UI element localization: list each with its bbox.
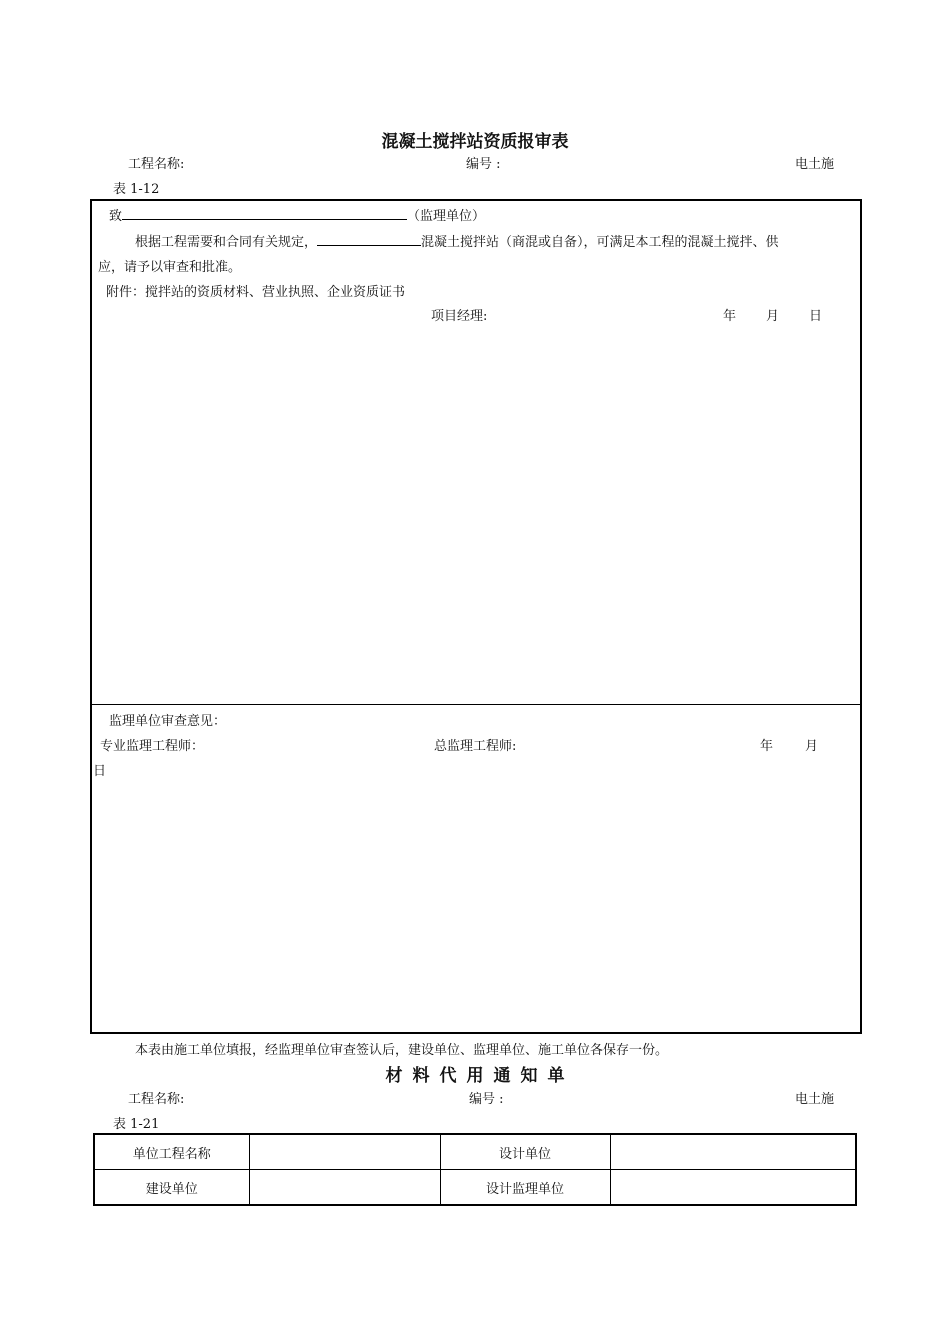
table-cell-label: 单位工程名称 (94, 1134, 249, 1170)
form2-table-no: 表 1-21 (113, 1117, 160, 1132)
material-substitution-table (93, 1133, 857, 1206)
table-cell-value[interactable] (610, 1134, 856, 1170)
form1-footnote: 本表由施工单位填报，经监理单位审查签认后，建设单位、监理单位、施工单位各保存一份。 (135, 1043, 669, 1058)
station-name-blank[interactable] (317, 233, 421, 246)
body-line-1 (135, 231, 779, 250)
date-month: 月 (766, 309, 780, 324)
supervisor-unit-blank[interactable] (122, 207, 407, 220)
form1-project-name-label: 工程名称: (128, 157, 185, 172)
to-prefix: 致 (109, 209, 123, 224)
form1-title: 混凝土搅拌站资质报审表 (381, 132, 569, 152)
table-row (94, 1134, 856, 1170)
review-date-year: 年 (760, 739, 774, 754)
review-date-month: 月 (805, 739, 819, 754)
addressee-line (109, 205, 485, 224)
chief-engineer-label: 总监理工程师: (434, 739, 517, 754)
form2-title: 材料代用通知单 (385, 1066, 575, 1086)
pm-label: 项目经理: (431, 309, 488, 324)
table-cell-label: 设计监理单位 (440, 1170, 610, 1206)
form2-project-name-label: 工程名称: (128, 1092, 185, 1107)
to-suffix: （监理单位） (407, 209, 486, 224)
review-date-day: 日 (93, 764, 107, 779)
section-divider (92, 704, 860, 705)
table-cell-label: 建设单位 (94, 1170, 249, 1206)
review-label: 监理单位审查意见： (109, 714, 227, 729)
form1-number-label: 编号 : (466, 157, 501, 172)
body-part1: 根据工程需要和合同有关规定， (135, 235, 318, 250)
form1-box (90, 199, 862, 1034)
table-cell-value[interactable] (249, 1170, 440, 1206)
form2-code: 电土施 (795, 1092, 835, 1107)
table-cell-value[interactable] (610, 1170, 856, 1206)
attachment-line: 附件：搅拌站的资质材料、营业执照、企业资质证书 (106, 285, 406, 300)
form1-code: 电土施 (795, 157, 835, 172)
engineer-label: 专业监理工程师： (100, 739, 205, 754)
date-year: 年 (723, 309, 737, 324)
form1-table-no: 表 1-12 (113, 182, 160, 197)
body-line-2: 应，请予以审查和批准。 (98, 260, 242, 275)
body-part2: 混凝土搅拌站（商混或自备），可满足本工程的混凝土搅拌、供 (421, 235, 779, 250)
table-row (94, 1170, 856, 1206)
date-day: 日 (809, 309, 823, 324)
table-cell-label: 设计单位 (440, 1134, 610, 1170)
table-cell-value[interactable] (249, 1134, 440, 1170)
form2-number-label: 编号 : (469, 1092, 504, 1107)
